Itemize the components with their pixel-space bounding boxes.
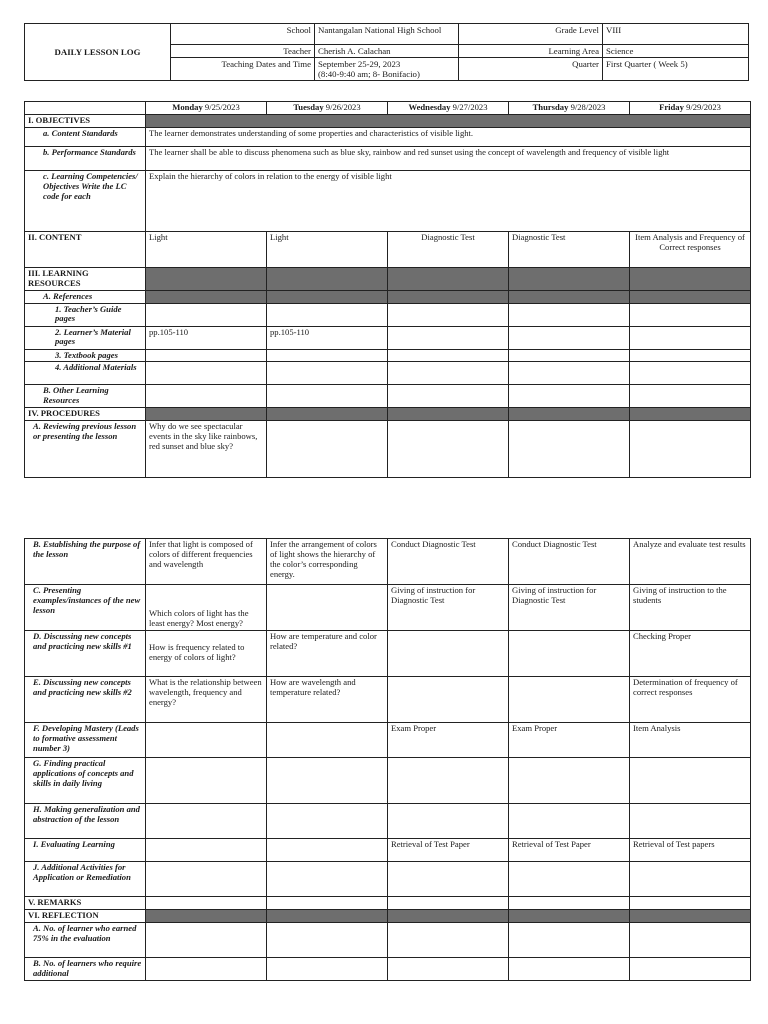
content-monday: Light [146,231,267,267]
performance-standards-label: b. Performance Standards [25,146,146,170]
empty-cell [267,804,388,839]
procedures-heading: IV. PROCEDURES [25,408,146,421]
empty-cell [509,362,630,385]
gray-cell [146,267,267,290]
procedure-d-friday: Checking Proper [630,631,751,677]
procedure-i-friday: Retrieval of Test papers [630,839,751,862]
empty-cell [388,758,509,804]
gray-cell [267,267,388,290]
performance-standards-text: The learner shall be able to discuss phenomena such as blue sky, rainbow and red sunset using the concept of wavelength and frequency of visible light [146,146,751,170]
content-wednesday: Diagnostic Test [388,231,509,267]
day-name: Friday [659,102,684,112]
empty-cell [630,326,751,349]
empty-cell [267,723,388,758]
procedure-f-thursday: Exam Proper [509,723,630,758]
empty-cell [146,303,267,326]
lesson-log-table-part-1 [24,101,751,478]
gray-cell [267,909,388,922]
empty-cell [509,862,630,897]
procedure-f-label: F. Developing Mastery (Leads to formative assessment number 3) [25,723,146,758]
empty-cell [267,862,388,897]
empty-cell [630,421,751,478]
procedure-d-tuesday: How are temperature and color related? [267,631,388,677]
procedure-c-friday: Giving of instruction to the students [630,585,751,631]
empty-cell [388,349,509,362]
procedure-e-monday: What is the relationship between wavelength, frequency and energy? [146,677,267,723]
empty-cell [509,631,630,677]
empty-cell [509,326,630,349]
reflection-b-label: B. No. of learners who require additional [25,957,146,980]
empty-cell [388,303,509,326]
day-date: 9/26/2023 [325,102,361,112]
procedure-e-label: E. Discussing new concepts and practicing new skills #2 [25,677,146,723]
procedure-g-label: G. Finding practical applications of concepts and skills in daily living [25,758,146,804]
remarks-heading: V. REMARKS [25,897,146,910]
empty-cell [388,631,509,677]
empty-cell [146,957,267,980]
empty-cell [509,385,630,408]
procedure-i-wednesday: Retrieval of Test Paper [388,839,509,862]
empty-cell [630,922,751,957]
procedure-c-monday: Which colors of light has the least energy? Most energy? [146,585,267,631]
procedure-a-monday: Why do we see spectacular events in the sky like rainbows, red sunset and blue sky? [146,421,267,478]
empty-cell [146,385,267,408]
empty-cell [630,897,751,910]
empty-cell [509,677,630,723]
grade-level-label: Grade Level [459,24,603,45]
empty-cell [388,326,509,349]
empty-cell [146,723,267,758]
procedure-b-monday: Infer that light is composed of colors of different frequencies and wavelength [146,539,267,585]
empty-cell [509,922,630,957]
school-value: Nantangalan National High School [315,24,459,45]
content-standards-text: The learner demonstrates understanding of some properties and characteristics of visible light. [146,127,751,146]
references-label: A. References [25,290,146,303]
empty-cell [509,897,630,910]
day-header-tuesday [267,102,388,115]
day-name: Tuesday [293,102,324,112]
procedure-d-monday: How is frequency related to energy of colors of light? [146,631,267,677]
document-title: DAILY LESSON LOG [25,24,171,81]
learners-material-tuesday: pp.105-110 [267,326,388,349]
empty-cell [146,897,267,910]
empty-cell [267,585,388,631]
gray-cell [630,408,751,421]
learning-competencies-text: Explain the hierarchy of colors in relation to the energy of visible light [146,170,751,231]
day-date: 9/25/2023 [204,102,240,112]
empty-cell [388,897,509,910]
gray-cell [267,290,388,303]
procedure-b-thursday: Conduct Diagnostic Test [509,539,630,585]
empty-cell [267,349,388,362]
reflection-a-label: A. No. of learner who earned 75% in the evaluation [25,922,146,957]
gray-cell [630,290,751,303]
day-date: 9/28/2023 [570,102,606,112]
school-label: School [171,24,315,45]
day-name: Wednesday [408,102,451,112]
procedure-i-label: I. Evaluating Learning [25,839,146,862]
empty-cell [146,362,267,385]
procedure-i-thursday: Retrieval of Test Paper [509,839,630,862]
empty-cell [388,804,509,839]
procedure-e-friday: Determination of frequency of correct responses [630,677,751,723]
gray-cell [146,290,267,303]
reflection-heading: VI. REFLECTION [25,909,146,922]
procedure-f-friday: Item Analysis [630,723,751,758]
teaching-dates-line-1: September 25-29, 2023 [318,59,401,70]
gray-cell [267,408,388,421]
day-name: Thursday [532,102,569,112]
learners-material-monday: pp.105-110 [146,326,267,349]
gray-cell [509,909,630,922]
day-header-thursday [509,102,630,115]
gray-cell [388,267,509,290]
procedure-b-friday: Analyze and evaluate test results [630,539,751,585]
day-date: 9/29/2023 [686,102,721,112]
empty-cell [146,758,267,804]
teaching-dates-label: Teaching Dates and Time [171,58,315,81]
procedure-d-label: D. Discussing new concepts and practicing new skills #1 [25,631,146,677]
gray-cell [388,290,509,303]
teaching-dates-value [315,58,459,81]
gray-cell [509,267,630,290]
procedure-c-wednesday: Giving of instruction for Diagnostic Test [388,585,509,631]
lesson-log-table-part-2 [24,538,751,981]
empty-cell [146,839,267,862]
empty-cell [267,957,388,980]
empty-cell [146,922,267,957]
empty-cell [630,362,751,385]
procedure-b-wednesday: Conduct Diagnostic Test [388,539,509,585]
empty-cell [388,362,509,385]
content-tuesday: Light [267,231,388,267]
day-header-wednesday [388,102,509,115]
empty-cell [267,897,388,910]
gray-cell [146,408,267,421]
content-thursday: Diagnostic Test [509,231,630,267]
empty-cell [388,677,509,723]
learning-area-value: Science [603,45,749,58]
teachers-guide-label: 1. Teacher’s Guide pages [25,303,146,326]
empty-cell [388,862,509,897]
empty-cell [509,303,630,326]
empty-cell [267,758,388,804]
empty-cell [509,758,630,804]
gray-band [146,115,751,128]
day-name: Monday [172,102,203,112]
gray-cell [630,267,751,290]
additional-materials-label: 4. Additional Materials [25,362,146,385]
empty-cell [146,804,267,839]
empty-cell [630,349,751,362]
procedure-a-label: A. Reviewing previous lesson or presenting the lesson [25,421,146,478]
empty-cell [267,303,388,326]
procedure-b-tuesday: Infer the arrangement of colors of light shows the hierarchy of the color’s corresponding energy. [267,539,388,585]
content-heading: II. CONTENT [25,231,146,267]
empty-cell [509,421,630,478]
gray-cell [509,290,630,303]
empty-cell [630,804,751,839]
empty-cell [509,804,630,839]
empty-cell [146,862,267,897]
empty-cell [630,758,751,804]
empty-cell [388,385,509,408]
procedure-h-label: H. Making generalization and abstraction of the lesson [25,804,146,839]
grade-level-value: VIII [603,24,749,45]
empty-cell [509,349,630,362]
procedure-b-label: B. Establishing the purpose of the lesson [25,539,146,585]
textbook-pages-label: 3. Textbook pages [25,349,146,362]
teaching-dates-line-2: (8:40-9:40 am; 8- Bonifacio) [318,69,420,80]
day-header-friday [630,102,751,115]
day-date: 9/27/2023 [452,102,488,112]
gray-cell [146,909,267,922]
procedure-c-thursday: Giving of instruction for Diagnostic Test [509,585,630,631]
gray-cell [388,909,509,922]
empty-cell [388,421,509,478]
empty-cell [630,303,751,326]
empty-cell [388,957,509,980]
empty-cell [630,957,751,980]
learning-competencies-label: c. Learning Competencies/ Objectives Write the LC code for each [25,170,146,231]
empty-cell [146,349,267,362]
teacher-value: Cherish A. Calachan [315,45,459,58]
empty-cell [267,421,388,478]
empty-cell [630,862,751,897]
empty-cell [267,839,388,862]
objectives-heading: I. OBJECTIVES [25,115,146,128]
empty-cell [267,385,388,408]
corner-cell [25,102,146,115]
empty-cell [630,385,751,408]
learning-resources-heading: III. LEARNING RESOURCES [25,267,146,290]
empty-cell [267,922,388,957]
procedure-j-label: J. Additional Activities for Application or Remediation [25,862,146,897]
other-learning-resources-label: B. Other Learning Resources [25,385,146,408]
header-table [24,23,749,81]
empty-cell [509,957,630,980]
procedure-e-tuesday: How are wavelength and temperature related? [267,677,388,723]
empty-cell [267,362,388,385]
content-standards-label: a. Content Standards [25,127,146,146]
learning-area-label: Learning Area [459,45,603,58]
gray-cell [630,909,751,922]
content-friday: Item Analysis and Frequency of Correct responses [630,231,751,267]
gray-cell [509,408,630,421]
teacher-label: Teacher [171,45,315,58]
quarter-label: Quarter [459,58,603,81]
gray-cell [388,408,509,421]
day-header-monday [146,102,267,115]
learners-material-label: 2. Learner’s Material pages [25,326,146,349]
quarter-value: First Quarter ( Week 5) [603,58,749,81]
empty-cell [388,922,509,957]
procedure-c-label: C. Presenting examples/instances of the new lesson [25,585,146,631]
procedure-f-wednesday: Exam Proper [388,723,509,758]
